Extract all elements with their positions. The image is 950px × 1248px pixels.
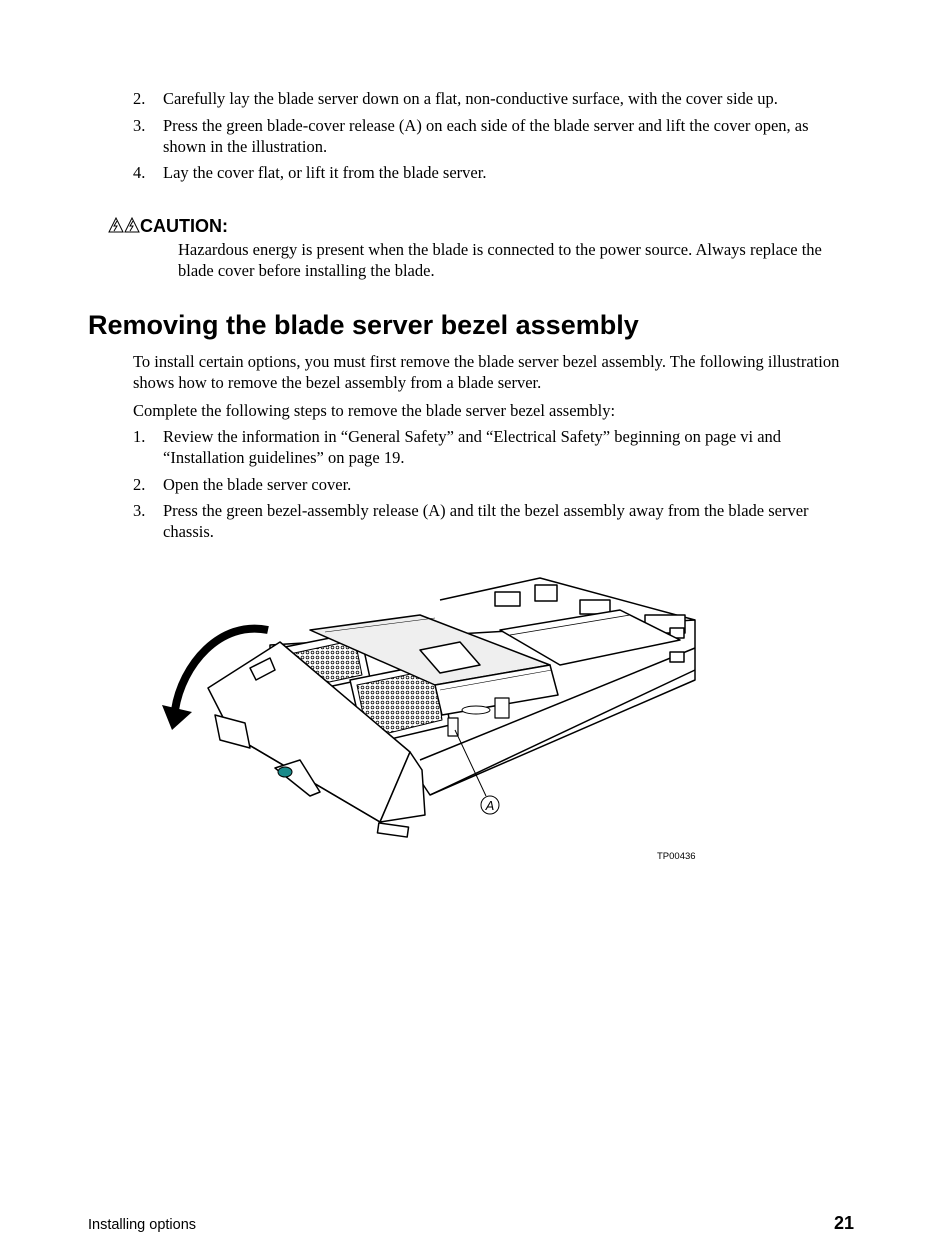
section-title: Removing the blade server bezel assembly [88,310,639,340]
step-text: Lay the cover flat, or lift it from the blade server. [163,163,487,182]
step-text: Review the information in “General Safety” and “Electrical Safety” beginning on page vi and “Installation guidelines” on page 19. [163,427,782,467]
cover-step-2 [133,88,853,109]
step-number: 3. [133,501,146,520]
step-number: 2. [133,89,146,108]
step-text: Carefully lay the blade server down on a flat, non-conductive surface, with the cover side up. [163,89,778,108]
bezel-step-2 [133,474,853,495]
bezel-removal-illustration [150,570,710,855]
section-intro: To install certain options, you must first remove the blade server bezel assembly. The following illustration shows how to remove the bezel assembly from a blade server. [133,352,840,392]
rotation-arrow-icon [162,705,192,730]
figure-code: TP00436 [657,851,696,862]
step-number: 4. [133,163,146,182]
step-text: Open the blade server cover. [163,475,352,494]
cover-step-4 [133,162,853,183]
step-number: 2. [133,475,146,494]
page-number: 21 [833,1213,854,1233]
caution-text: Hazardous energy is present when the blade is connected to the power source. Always replace the blade cover before installing the blade. [178,240,822,280]
step-number: 3. [133,116,146,135]
cover-step-3 [133,115,853,157]
footer-section-name: Installing options [88,1217,197,1233]
bezel-release-latch [278,767,292,777]
step-number: 1. [133,427,146,446]
section-lead: Complete the following steps to remove the blade server bezel assembly: [133,401,616,420]
step-text: Press the green bezel-assembly release (A) and tilt the bezel assembly away from the blade server chassis. [163,501,809,541]
electrical-hazard-icon [108,217,140,235]
callout-label: A [485,798,495,813]
caution-heading [108,215,228,237]
bezel-step-3 [133,500,853,542]
step-text: Press the green blade-cover release (A) on each side of the blade server and lift the cover open, as shown in the illustration. [163,116,809,156]
bezel-step-1 [133,426,853,468]
caution-label: CAUTION: [140,216,228,236]
